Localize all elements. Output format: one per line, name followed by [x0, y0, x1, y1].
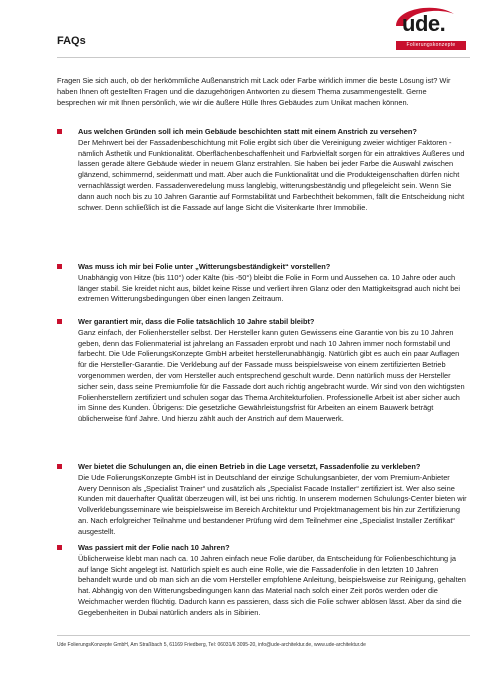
faq-item: [57, 543, 467, 619]
faq-item: [57, 262, 467, 305]
ude-logo: [390, 4, 470, 56]
faq-question: Wer bietet die Schulungen an, die einen Betrieb in die Lage versetzt, Fassadenfolie zu verkleben?: [78, 462, 421, 471]
faq-question: Aus welchen Gründen soll ich mein Gebäude beschichten statt mit einem Anstrich zu versehen?: [78, 127, 417, 136]
faq-answer: Ganz einfach, der Folienhersteller selbst. Der Hersteller kann guten Gewissens eine Garantie von bis zu 10 Jahren geben, denn das Folienmaterial ist jahrelang an Fassaden erprobt und nach 10 Jahren immer noch formstabil und farbecht. Die Ude FolierungsKonzepte GmbH arbeitet herstellerunabhängig. Natürlich gibt es auch ein paar Auflagen für die Hersteller-Garantie. Die Verklebung auf der Fassade muss beispielsweise von einem zertifizierten Betrieb vorgenommen werden, der vom Hersteller auch entsprechend geschult wurde. Denn natürlich muss der Hersteller sicher sein, dass seine Premiumfolie für die Fassade dort auch richtig angebracht wurde. Wir sind von den wichtigsten Folienherstellern zertifiziert und schulen sogar das Thema Architekturfolien. Professionelle Arbeit ist aber sicher auch im Sinne des Kunden. Übrigens: Die gesetzliche Gewährleistungsfrist für Arbeiten an einem Bauwerk beträgt üblicherweise fünf Jahre. Und hierzu zählt auch der Anstrich auf dem Mauerwerk.: [78, 327, 465, 424]
faq-question: Was muss ich mir bei Folie unter „Witterungsbeständigkeit“ vorstellen?: [78, 262, 331, 271]
footer-contact: Ude FolierungsKonzepte GmbH, Am Straßbach 5, 61169 Friedberg, Tel: 06031/6 3095-20, info@ude-architektur.de, www.ude-architektur.de: [57, 642, 366, 648]
logo-wordmark: ude.: [402, 11, 446, 36]
bullet-icon: [57, 545, 62, 550]
footer-divider: [57, 635, 470, 636]
faq-answer: Der Mehrwert bei der Fassadenbeschichtung mit Folie ergibt sich über die Vereinigung zweier wichtiger Faktoren - nämlich Ästhetik und Funktionalität. Oberflächenbeschaffenheit und Farbvielfalt sorgen für ein attraktives Äußeres und lassen gerade ältere Gebäude wieder in neuem Glanz erstrahlen. Sie haben bei jeder Farbe die Auswahl zwischen glänzend, schimmernd, seidenmatt und matt. Aber auch die Funktionalität und die Produkteigenschaften dürfen nicht vernachlässigt werden. Fassadenveredelung muss langlebig, witterungsbeständig und pflegeleicht sein. Wenn Sie dann auch noch bis zu 10 Jahren Garantie auf Formstabilität und Farbechtheit bekommen, fällt die Entscheidung nicht schwer. Denn schließlich ist die Fassade auf lange Sicht die Visitenkarte Ihrer Immobilie.: [78, 137, 465, 212]
faq-item: [57, 462, 467, 538]
logo-tagline: Folierungskonzepte: [396, 41, 466, 50]
bullet-icon: [57, 264, 62, 269]
faq-answer: Üblicherweise klebt man nach ca. 10 Jahren einfach neue Folie darüber, da Entscheidung für Folienbeschichtung ja auf lange Sicht angelegt ist. Natürlich spielt es auch eine Rolle, wie die Fassadenfolie in den letzten 10 Jahren behandelt wurde und ob man sich an die vom Hersteller empfohlene Anleitung, beispielsweise zur Reinigung, gehalten hat. Abhängig von den Witterungsbedingungen kann das Material nach solch einer Zeit porös werden oder die Weichmacher werden flüchtig. Dadurch kann es passieren, dass sich die Folie schwer ablösen lässt. Aber da sind die Gegebenheiten in Dubai natürlich anders als in Sibirien.: [78, 553, 466, 617]
page-title: FAQs: [57, 35, 86, 47]
bullet-icon: [57, 129, 62, 134]
faq-question: Wer garantiert mir, dass die Folie tatsächlich 10 Jahre stabil bleibt?: [78, 317, 315, 326]
intro-paragraph: Fragen Sie sich auch, ob der herkömmliche Außenanstrich mit Lack oder Farbe wirklich immer die beste Lösung ist? Wir haben Ihnen oft gestellten Fragen und die dazugehörigen Antworten zu diesem Thema zusammengestellt. Gerne besprechen wir mit Ihnen persönlich, wie wir die äußere Hülle Ihres Gebäudes zum Unikat machen können.: [57, 76, 451, 107]
faq-item: [57, 317, 467, 425]
bullet-icon: [57, 319, 62, 324]
faq-item: [57, 127, 467, 213]
faq-answer: Die Ude FolierungsKonzepte GmbH ist in Deutschland der einzige Schulungsanbieter, der vom Premium-Anbieter Avery Dennison als „Specialist Trainer“ und zusätzlich als „Specialist Facade Installer“ zertifiziert ist. Wer also seine Kunden mit dauerhafter Qualität überzeugen will, ist bei uns richtig. In unserem modernen Schulungs-Center bieten wir Vollverklebungsseminare wie beispielsweise im Bereich Architektur und Projektmanagement bis hin zur Zertifizierung an. Nach erfolgreicher Teilnahme und bestandener Prüfung wird dem Teilnehmer eine „Specialist Installer Zertifikat“ ausgestellt.: [78, 472, 467, 536]
faq-answer: Unabhängig von Hitze (bis 110°) oder Kälte (bis -50°) bleibt die Folie in Form und Aussehen ca. 10 Jahre oder auch länger stabil. Sie kreidet nicht aus, bildet keine Risse und verliert ihren Glanz oder den Mattigkeitsgrad auch nicht bei extremen Witterungsbedingungen über einen langen Zeitraum.: [78, 272, 461, 304]
faq-question: Was passiert mit der Folie nach 10 Jahren?: [78, 543, 230, 552]
bullet-icon: [57, 464, 62, 469]
header-divider: [57, 57, 470, 58]
